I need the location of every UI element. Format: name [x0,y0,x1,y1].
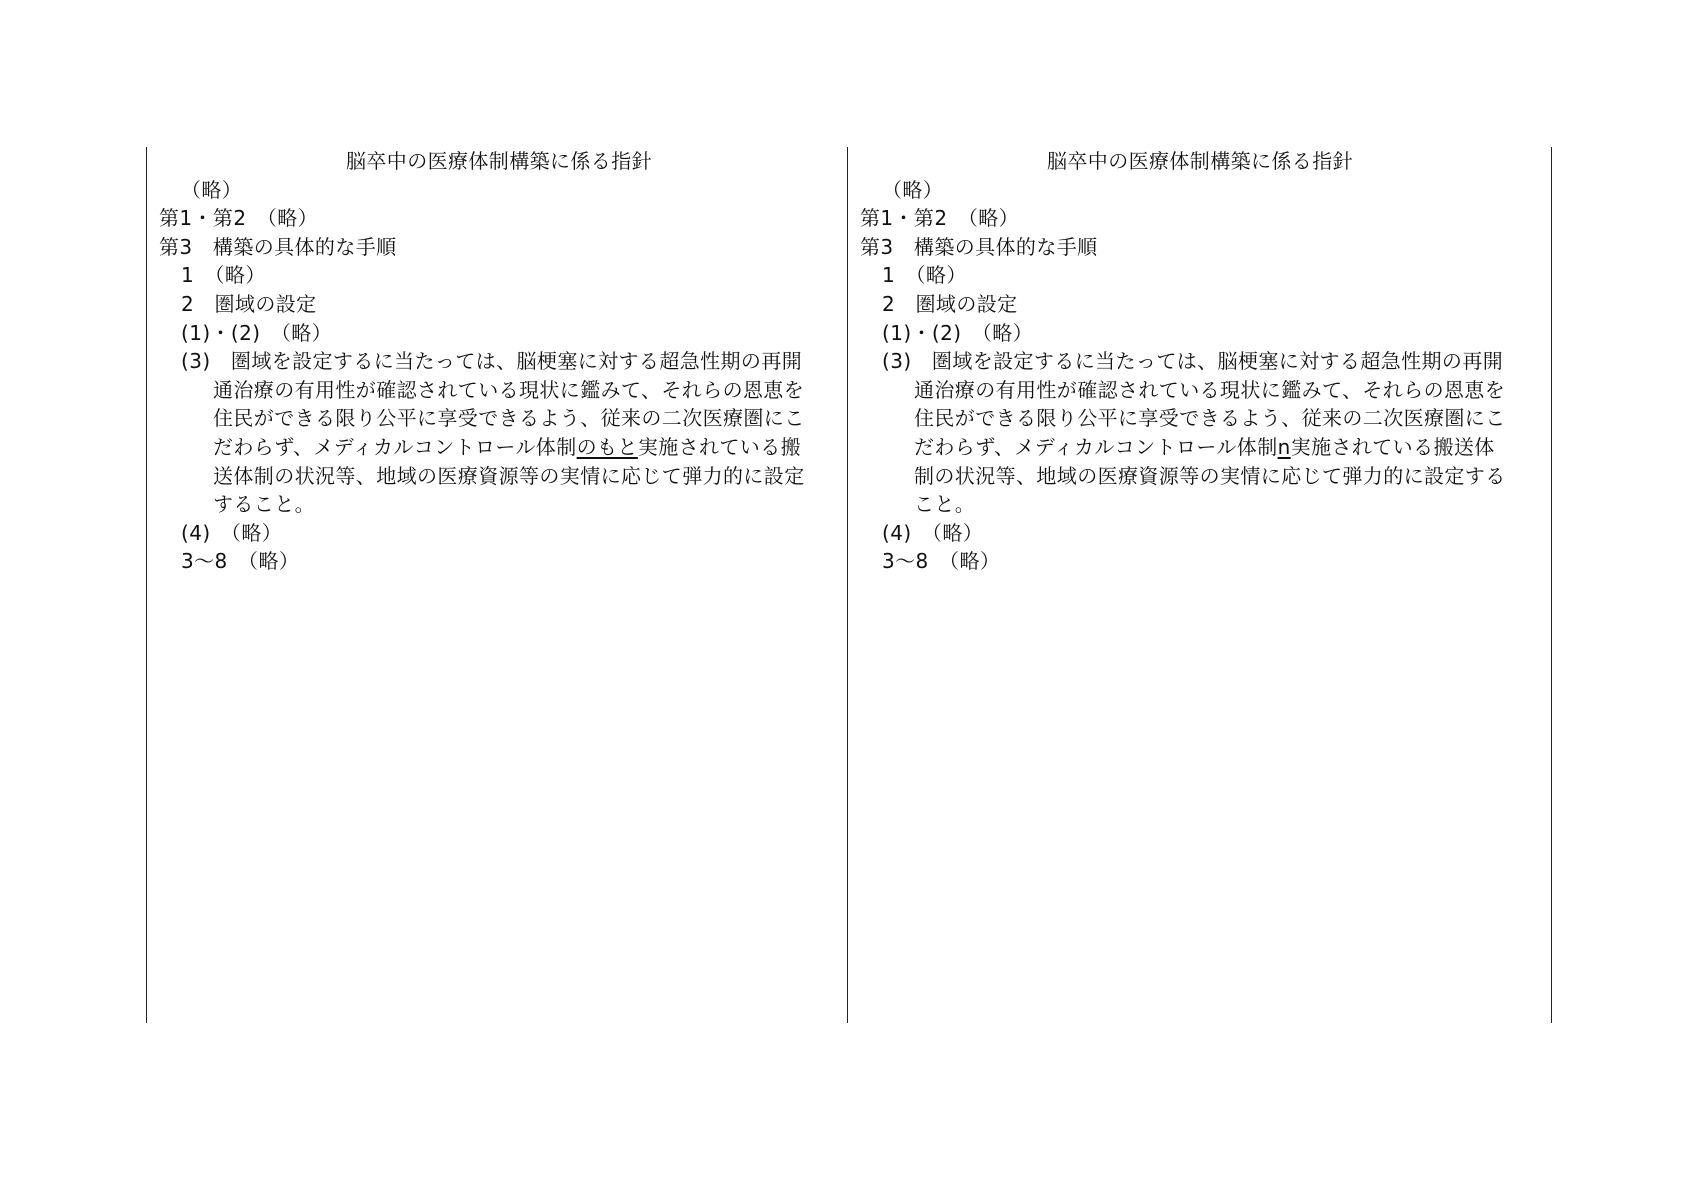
subitem-1-2: (1)・(2) （略） [882,320,1034,345]
document-title: 脳卒中の医療体制構築に係る指針 [346,149,652,173]
subitem-3-line: 通治療の有用性が確認されている現状に鑑みて、それらの恩恵を [914,377,1506,402]
amended-text: のもと [576,434,638,459]
subitem-3-line: (3) 圏域を設定するに当たっては、脳梗塞に対する超急性期の再開 [181,349,803,374]
subitem-3-line [860,433,1540,462]
subitem-3-line: (3) 圏域を設定するに当たっては、脳梗塞に対する超急性期の再開 [882,349,1504,374]
comparison-table [146,147,1552,1023]
text-segment: 実施されている搬送体 [1290,434,1495,459]
subitem-4: (4) （略） [882,520,984,545]
subitem-3-line [159,433,839,462]
section-1-2: 第1・第2 （略） [860,206,1020,231]
amended-text: n [1277,434,1291,459]
subitem-3-line: こと。 [914,492,976,517]
subitem-3-line: 通治療の有用性が確認されている現状に鑑みて、それらの恩恵を [213,377,805,402]
right-column [848,147,1549,1023]
subitem-3-line: 送体制の状況等、地域の医療資源等の実情に応じて弾力的に設定 [213,463,805,488]
section-3-heading: 第3 構築の具体的な手順 [860,234,1098,259]
items-3-8: 3～8 （略） [181,549,300,574]
item-2-heading: 2 圏域の設定 [882,291,1018,316]
subitem-4: (4) （略） [181,520,283,545]
omitted-preamble: （略） [181,177,243,202]
document-title: 脳卒中の医療体制構築に係る指針 [1047,149,1353,173]
section-1-2: 第1・第2 （略） [159,206,319,231]
text-segment: 実施されている搬 [637,434,802,459]
item-1: 1 （略） [882,263,967,288]
subitem-1-2: (1)・(2) （略） [181,320,333,345]
item-2-heading: 2 圏域の設定 [181,291,317,316]
section-3-heading: 第3 構築の具体的な手順 [159,234,397,259]
items-3-8: 3～8 （略） [882,549,1001,574]
left-column [147,147,848,1023]
subitem-3-line: 制の状況等、地域の医療資源等の実情に応じて弾力的に設定する [914,463,1506,488]
omitted-preamble: （略） [882,177,944,202]
subitem-3-line: 住民ができる限り公平に享受できるよう、従来の二次医療圏にこ [914,406,1506,431]
item-1: 1 （略） [181,263,266,288]
text-segment: だわらず、メディカルコントロール体制 [914,434,1278,459]
subitem-3-line: すること。 [213,492,315,517]
subitem-3-line: 住民ができる限り公平に享受できるよう、従来の二次医療圏にこ [213,406,805,431]
text-segment: だわらず、メディカルコントロール体制 [213,434,577,459]
